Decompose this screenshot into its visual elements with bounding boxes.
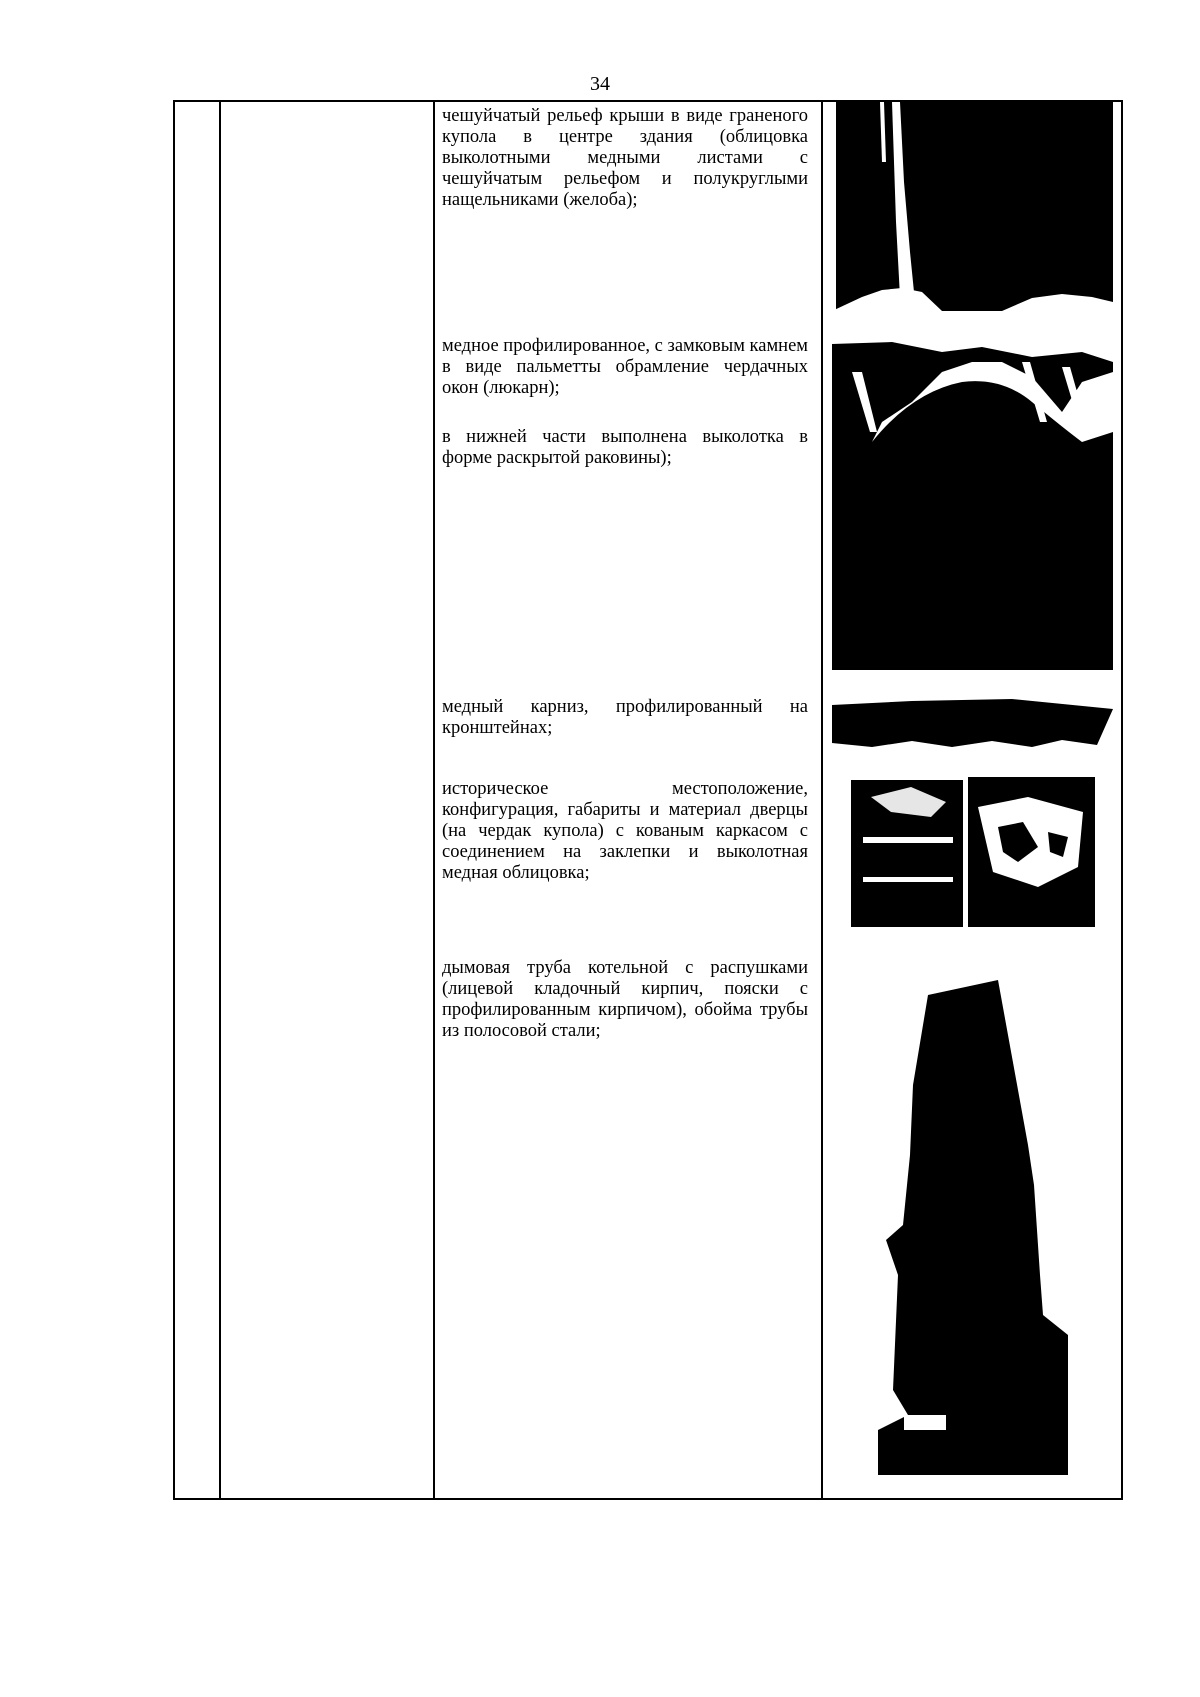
row-2-description: [442, 336, 808, 469]
dormer-window-photo: [832, 332, 1113, 670]
row-3-description: [442, 697, 808, 739]
column-divider-3: [821, 102, 823, 1498]
dome-roof-text: чешуйчатый рельеф крыши в виде граненого купола в центре здания (облицовка выколотными медными листами с чешуйчатым рельефом и полукруглыми нащельниками (желоба);: [442, 106, 808, 210]
page-number: 34: [590, 73, 610, 95]
column-divider-2: [433, 102, 435, 1498]
shell-embossing-text: в нижней части выполнена выколотка в форме раскрытой раковины);: [442, 427, 808, 468]
dome-roof-photo: [832, 102, 1113, 311]
row-4-description: [442, 779, 808, 884]
dormer-frame-text: медное профилированное, с замковым камнем в виде пальметты обрамление чердачных окон (люкарн);: [442, 336, 808, 398]
attic-door-text: историческое местоположение, конфигурация, габариты и материал дверцы (на чердак купола) с кованым каркасом с соединением на заклепки и выколотная медная облицовка;: [442, 779, 808, 883]
row-1-description: [442, 106, 808, 211]
chimney-text: дымовая труба котельной с распушками (лицевой кладочный кирпич, пояски с профилированным кирпичом), обойма трубы из полосовой стали;: [442, 958, 808, 1041]
column-divider-1: [219, 102, 221, 1498]
attic-door-photo-right: [968, 777, 1095, 927]
cornice-text: медный карниз, профилированный на кронштейнах;: [442, 697, 808, 738]
row-5-description: [442, 958, 808, 1042]
attic-door-photo-left: [851, 777, 963, 927]
chimney-photo: [858, 975, 1089, 1475]
cornice-photo: [832, 695, 1113, 753]
